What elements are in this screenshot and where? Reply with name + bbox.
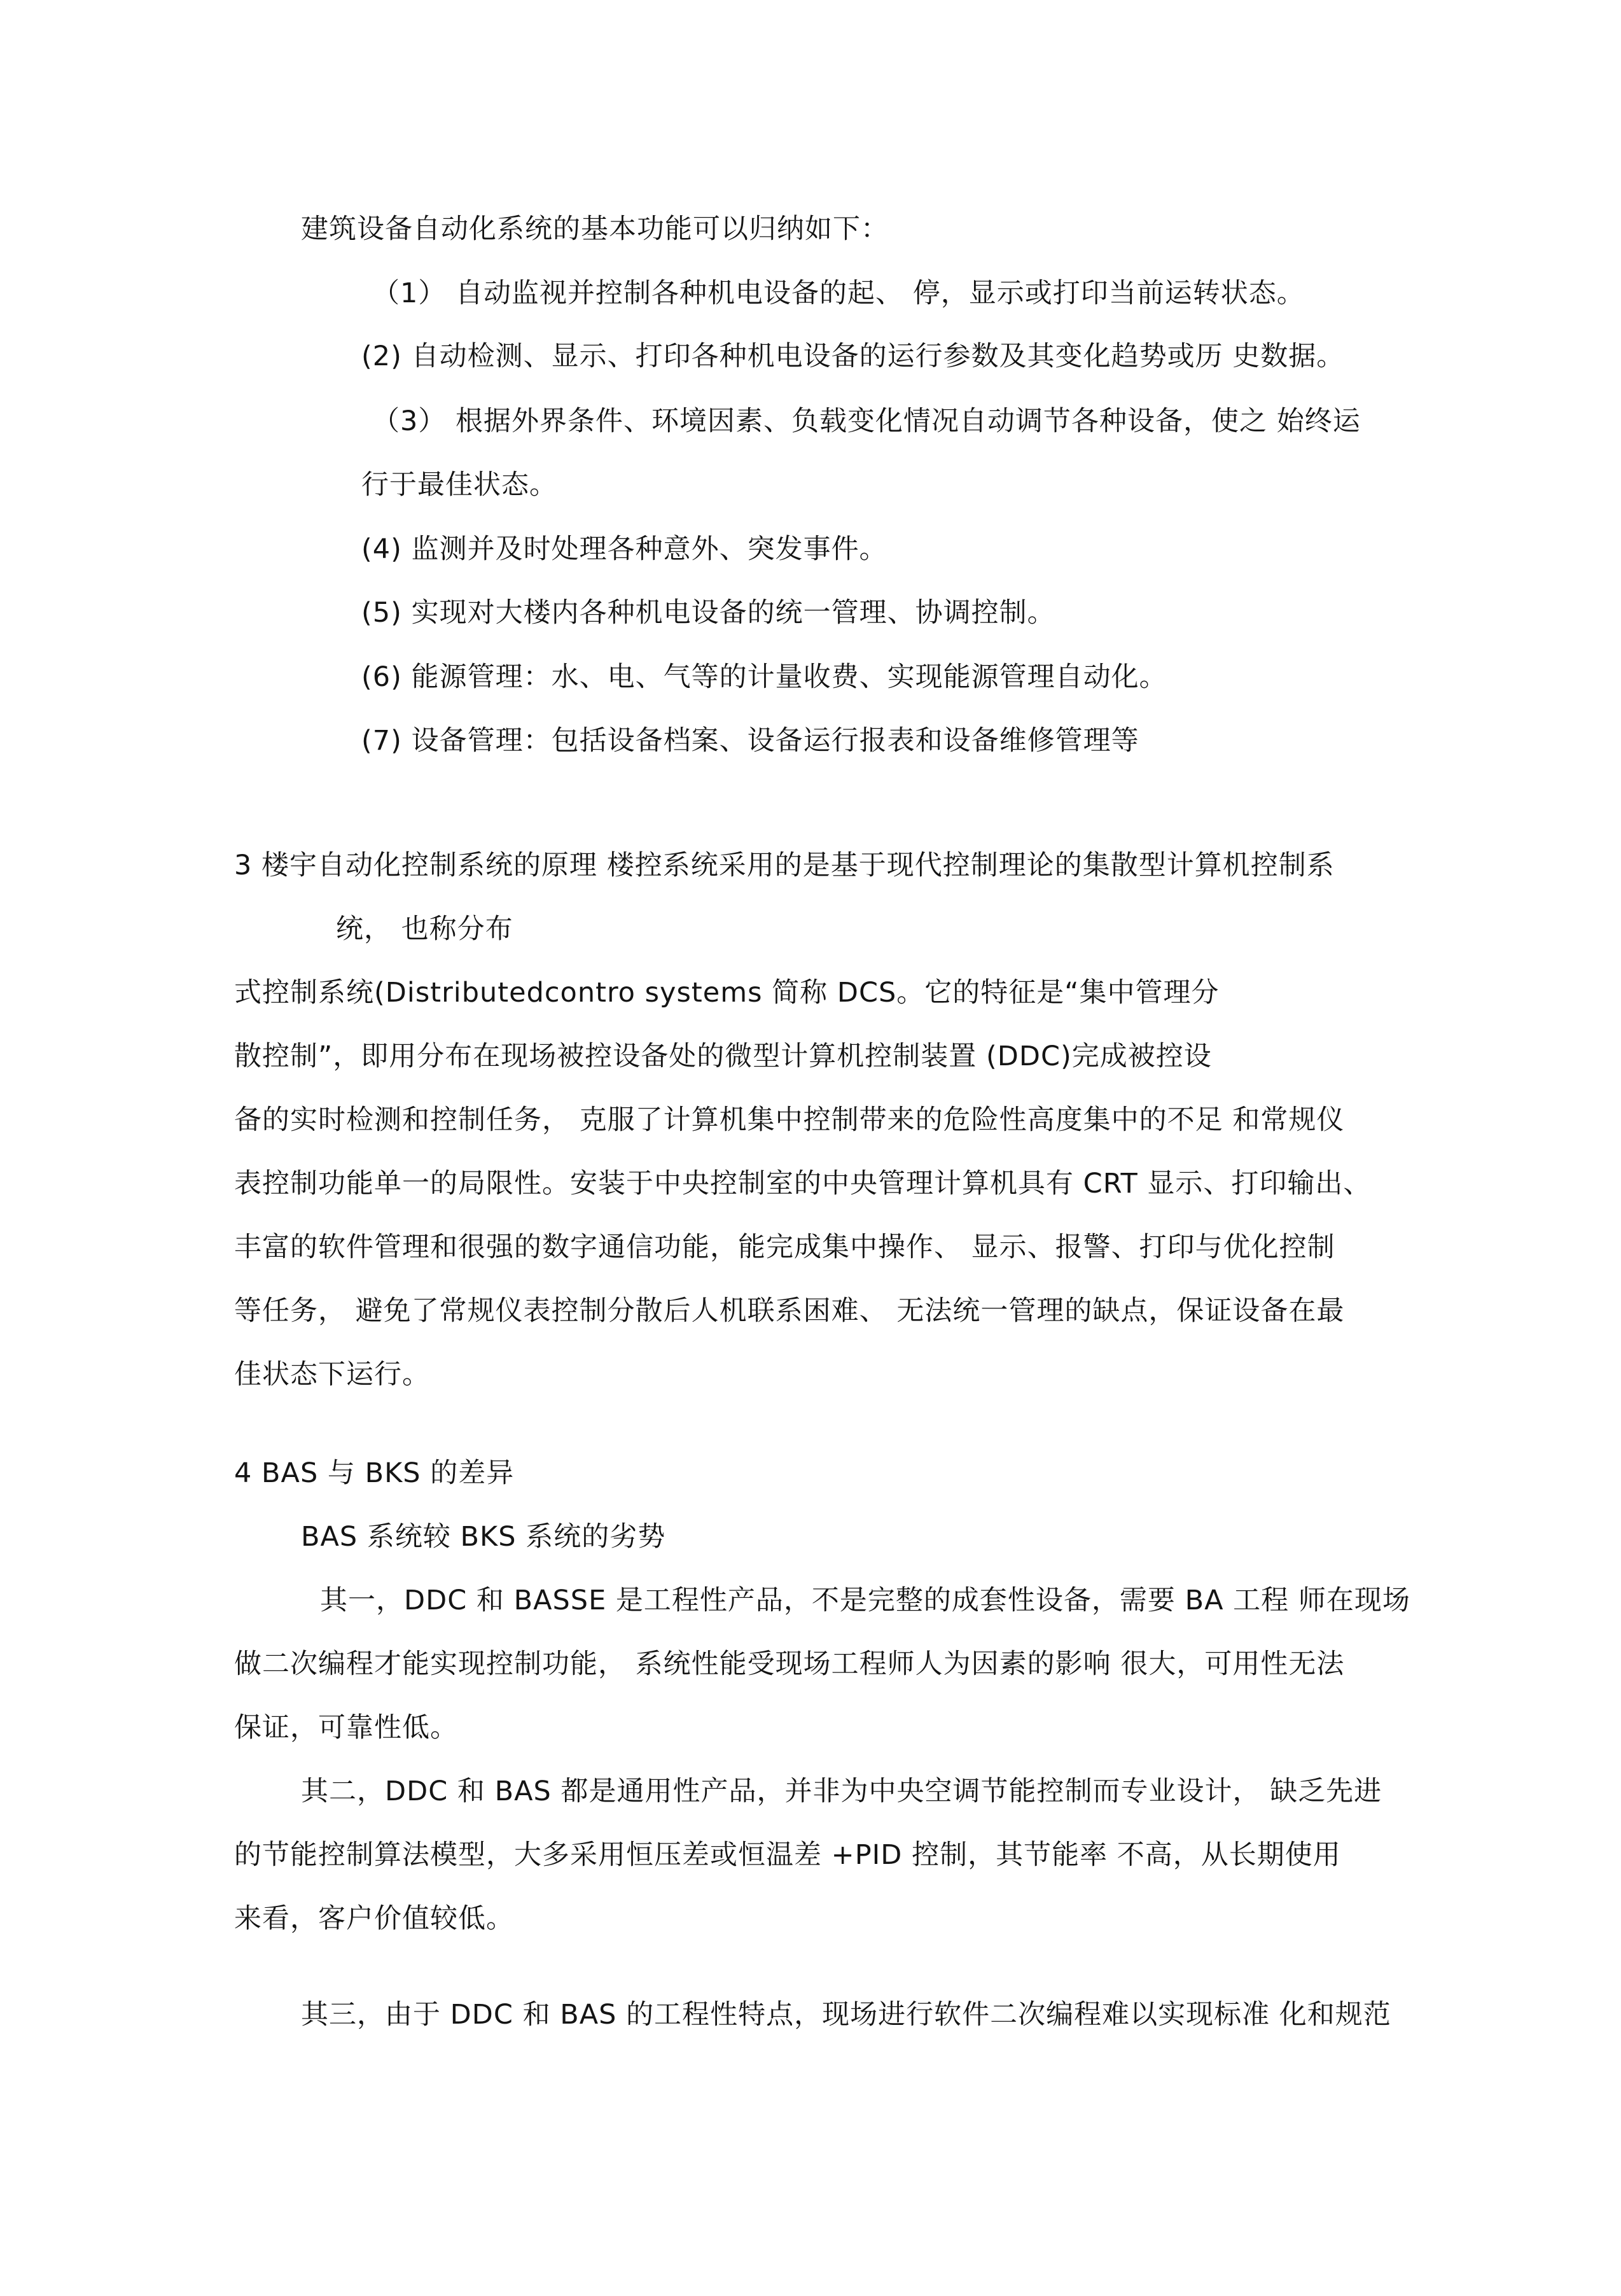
section-3-line-1: 3 楼宇自动化控制系统的原理 楼控系统采用的是基于现代控制理论的集散型计算机控制系 xyxy=(234,850,1335,881)
para-2-line-3: 来看，客户价值较低。 xyxy=(234,1903,514,1935)
section-3-line-3: 式控制系统(Distributedcontro systems 简称 DCS。它的特征是“集中管理分 xyxy=(234,977,1220,1009)
section-3-line-2: 统， 也称分布 xyxy=(336,913,513,945)
intro-line: 建筑设备自动化系统的基本功能可以归纳如下： xyxy=(301,213,889,245)
section-3-line-7: 丰富的软件管理和很强的数字通信功能，能完成集中操作、 显示、报警、打印与优化控制 xyxy=(234,1231,1335,1263)
function-item-3: （3） 根据外界条件、环境因素、负载变化情况自动调节各种设备，使之 始终运 xyxy=(372,405,1361,437)
function-item-5: (5) 实现对大楼内各种机电设备的统一管理、协调控制。 xyxy=(361,597,1055,629)
para-3-line-1: 其三，由于 DDC 和 BAS 的工程性特点，现场进行软件二次编程难以实现标准 化和规范 xyxy=(301,1999,1391,2031)
para-1-line-3: 保证，可靠性低。 xyxy=(234,1712,458,1744)
section-3-line-4: 散控制”，即用分布在现场被控设备处的微型计算机控制装置 (DDC)完成被控设 xyxy=(234,1040,1212,1072)
section-3-line-6: 表控制功能单一的局限性。安装于中央控制室的中央管理计算机具有 CRT 显示、打印输出、 xyxy=(234,1168,1372,1200)
section-3-line-8: 等任务， 避免了常规仪表控制分散后人机联系困难、 无法统一管理的缺点，保证设备在最 xyxy=(234,1295,1345,1327)
section-3-line-5: 备的实时检测和控制任务， 克服了计算机集中控制带来的危险性高度集中的不足 和常规仪 xyxy=(234,1104,1345,1136)
para-1-line-1: 其一，DDC 和 BASSE 是工程性产品，不是完整的成套性设备，需要 BA 工程 师在现场 xyxy=(320,1585,1410,1616)
function-item-1: （1） 自动监视并控制各种机电设备的起、 停，显示或打印当前运转状态。 xyxy=(372,277,1305,309)
para-2-line-2: 的节能控制算法模型，大多采用恒压差或恒温差 +PID 控制，其节能率 不高，从长期使用 xyxy=(234,1839,1341,1871)
function-item-4: (4) 监测并及时处理各种意外、突发事件。 xyxy=(361,533,887,565)
section-4-subheading: BAS 系统较 BKS 系统的劣势 xyxy=(301,1521,666,1553)
function-item-7: (7) 设备管理：包括设备档案、设备运行报表和设备维修管理等 xyxy=(361,725,1139,757)
section-4-heading: 4 BAS 与 BKS 的差异 xyxy=(234,1457,515,1489)
function-item-2: (2) 自动检测、显示、打印各种机电设备的运行参数及其变化趋势或历 史数据。 xyxy=(361,340,1345,372)
function-item-3-cont: 行于最佳状态。 xyxy=(361,469,557,501)
function-item-6: (6) 能源管理：水、电、气等的计量收费、实现能源管理自动化。 xyxy=(361,661,1167,693)
para-2-line-1: 其二，DDC 和 BAS 都是通用性产品，并非为中央空调节能控制而专业设计， 缺乏先进 xyxy=(301,1775,1382,1807)
para-1-line-2: 做二次编程才能实现控制功能， 系统性能受现场工程师人为因素的影响 很大，可用性无法 xyxy=(234,1648,1345,1680)
section-3-line-9: 佳状态下运行。 xyxy=(234,1359,430,1390)
